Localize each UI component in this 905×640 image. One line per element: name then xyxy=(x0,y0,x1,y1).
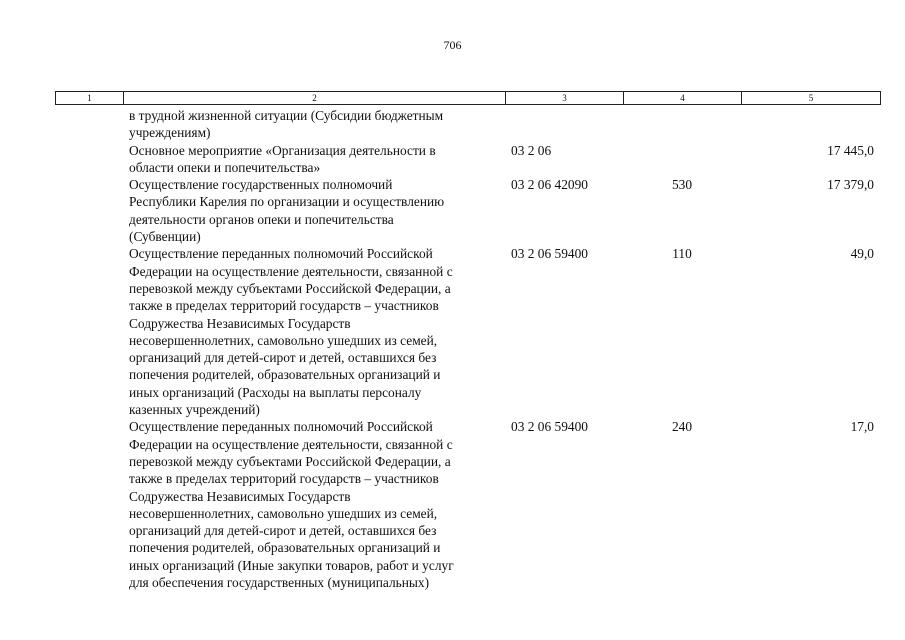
row-index-cell xyxy=(55,418,123,591)
description-line: также в пределах территорий государств – участников xyxy=(129,298,439,314)
description-line: Основное мероприятие «Организация деятельности в xyxy=(129,142,436,158)
description-line: Содружества Независимых Государств xyxy=(129,488,351,504)
description-line: иных организаций (Иные закупки товаров, работ и услуг xyxy=(129,557,454,573)
description-line: (Субвенции) xyxy=(129,229,201,245)
description-line: области опеки и попечительства» xyxy=(129,159,321,175)
column-header-row xyxy=(56,92,881,105)
row-index-cell xyxy=(55,245,123,418)
row-amount xyxy=(741,107,880,142)
budget-rows xyxy=(55,107,880,591)
row-code: 03 2 06 59400 xyxy=(511,419,588,435)
row-amount: 17 379,0 xyxy=(827,177,874,193)
row-expense-type xyxy=(623,107,741,142)
description-line: Содружества Независимых Государств xyxy=(129,315,351,331)
row-code: 03 2 06 42090 xyxy=(511,177,588,193)
row-expense-type: 110 xyxy=(672,246,692,262)
description-line: Федерации на осуществление деятельности, связанной с xyxy=(129,263,453,279)
row-description xyxy=(123,176,505,245)
description-line: деятельности органов опеки и попечительства xyxy=(129,211,394,227)
row-index-cell xyxy=(55,142,123,177)
table-row xyxy=(55,142,880,177)
table-row xyxy=(55,418,880,591)
description-line: учреждениям) xyxy=(129,125,211,141)
row-expense-type: 240 xyxy=(671,419,693,435)
description-line: также в пределах территорий государств – участников xyxy=(129,471,439,487)
description-line: несовершеннолетних, самовольно ушедших из семей, xyxy=(129,332,438,348)
description-line: для обеспечения государственных (муниципальных) xyxy=(129,575,430,591)
row-description xyxy=(123,142,505,177)
row-description xyxy=(123,418,505,591)
row-code: 03 2 06 xyxy=(511,142,552,158)
description-line: Осуществление переданных полномочий Российской xyxy=(129,246,433,262)
row-code: 03 2 06 59400 xyxy=(511,246,588,262)
description-line: Осуществление государственных полномочий xyxy=(129,177,393,193)
row-code xyxy=(505,107,623,142)
column-header-1: 1 xyxy=(56,92,124,105)
description-line: попечения родителей, образовательных организаций и xyxy=(129,540,441,556)
description-line: Осуществление переданных полномочий Российской xyxy=(129,419,433,435)
description-line: организаций для детей-сирот и детей, оставшихся без xyxy=(129,350,437,366)
column-header-5: 5 xyxy=(742,92,881,105)
row-description xyxy=(123,107,505,142)
description-line: Республики Карелия по организации и осуществлению xyxy=(129,194,445,210)
column-header-3: 3 xyxy=(506,92,624,105)
description-line: перевозкой между субъектами Российской Федерации, а xyxy=(129,280,451,296)
page-number: 706 xyxy=(443,38,462,52)
row-amount: 17,0 xyxy=(850,419,874,435)
column-header-2: 2 xyxy=(124,92,506,105)
row-expense-type xyxy=(623,142,741,177)
description-line: несовершеннолетних, самовольно ушедших из семей, xyxy=(129,505,438,521)
description-line: организаций для детей-сирот и детей, оставшихся без xyxy=(129,523,437,539)
description-line: перевозкой между субъектами Российской Федерации, а xyxy=(129,453,451,469)
row-index-cell xyxy=(55,107,123,142)
description-line: иных организаций (Расходы на выплаты персоналу xyxy=(129,384,422,400)
row-expense-type: 530 xyxy=(671,177,693,193)
table-row xyxy=(55,245,880,418)
column-header-table xyxy=(55,91,881,105)
description-line: в трудной жизненной ситуации (Субсидии бюджетным xyxy=(129,108,444,123)
description-line: казенных учреждений) xyxy=(129,402,260,418)
table-row xyxy=(55,107,880,142)
description-line: попечения родителей, образовательных организаций и xyxy=(129,367,441,383)
row-amount: 49,0 xyxy=(850,246,874,262)
description-line: Федерации на осуществление деятельности, связанной с xyxy=(129,436,453,452)
column-header-4: 4 xyxy=(624,92,742,105)
row-index-cell xyxy=(55,176,123,245)
row-description xyxy=(123,245,505,418)
table-row xyxy=(55,176,880,245)
row-amount: 17 445,0 xyxy=(827,142,874,158)
